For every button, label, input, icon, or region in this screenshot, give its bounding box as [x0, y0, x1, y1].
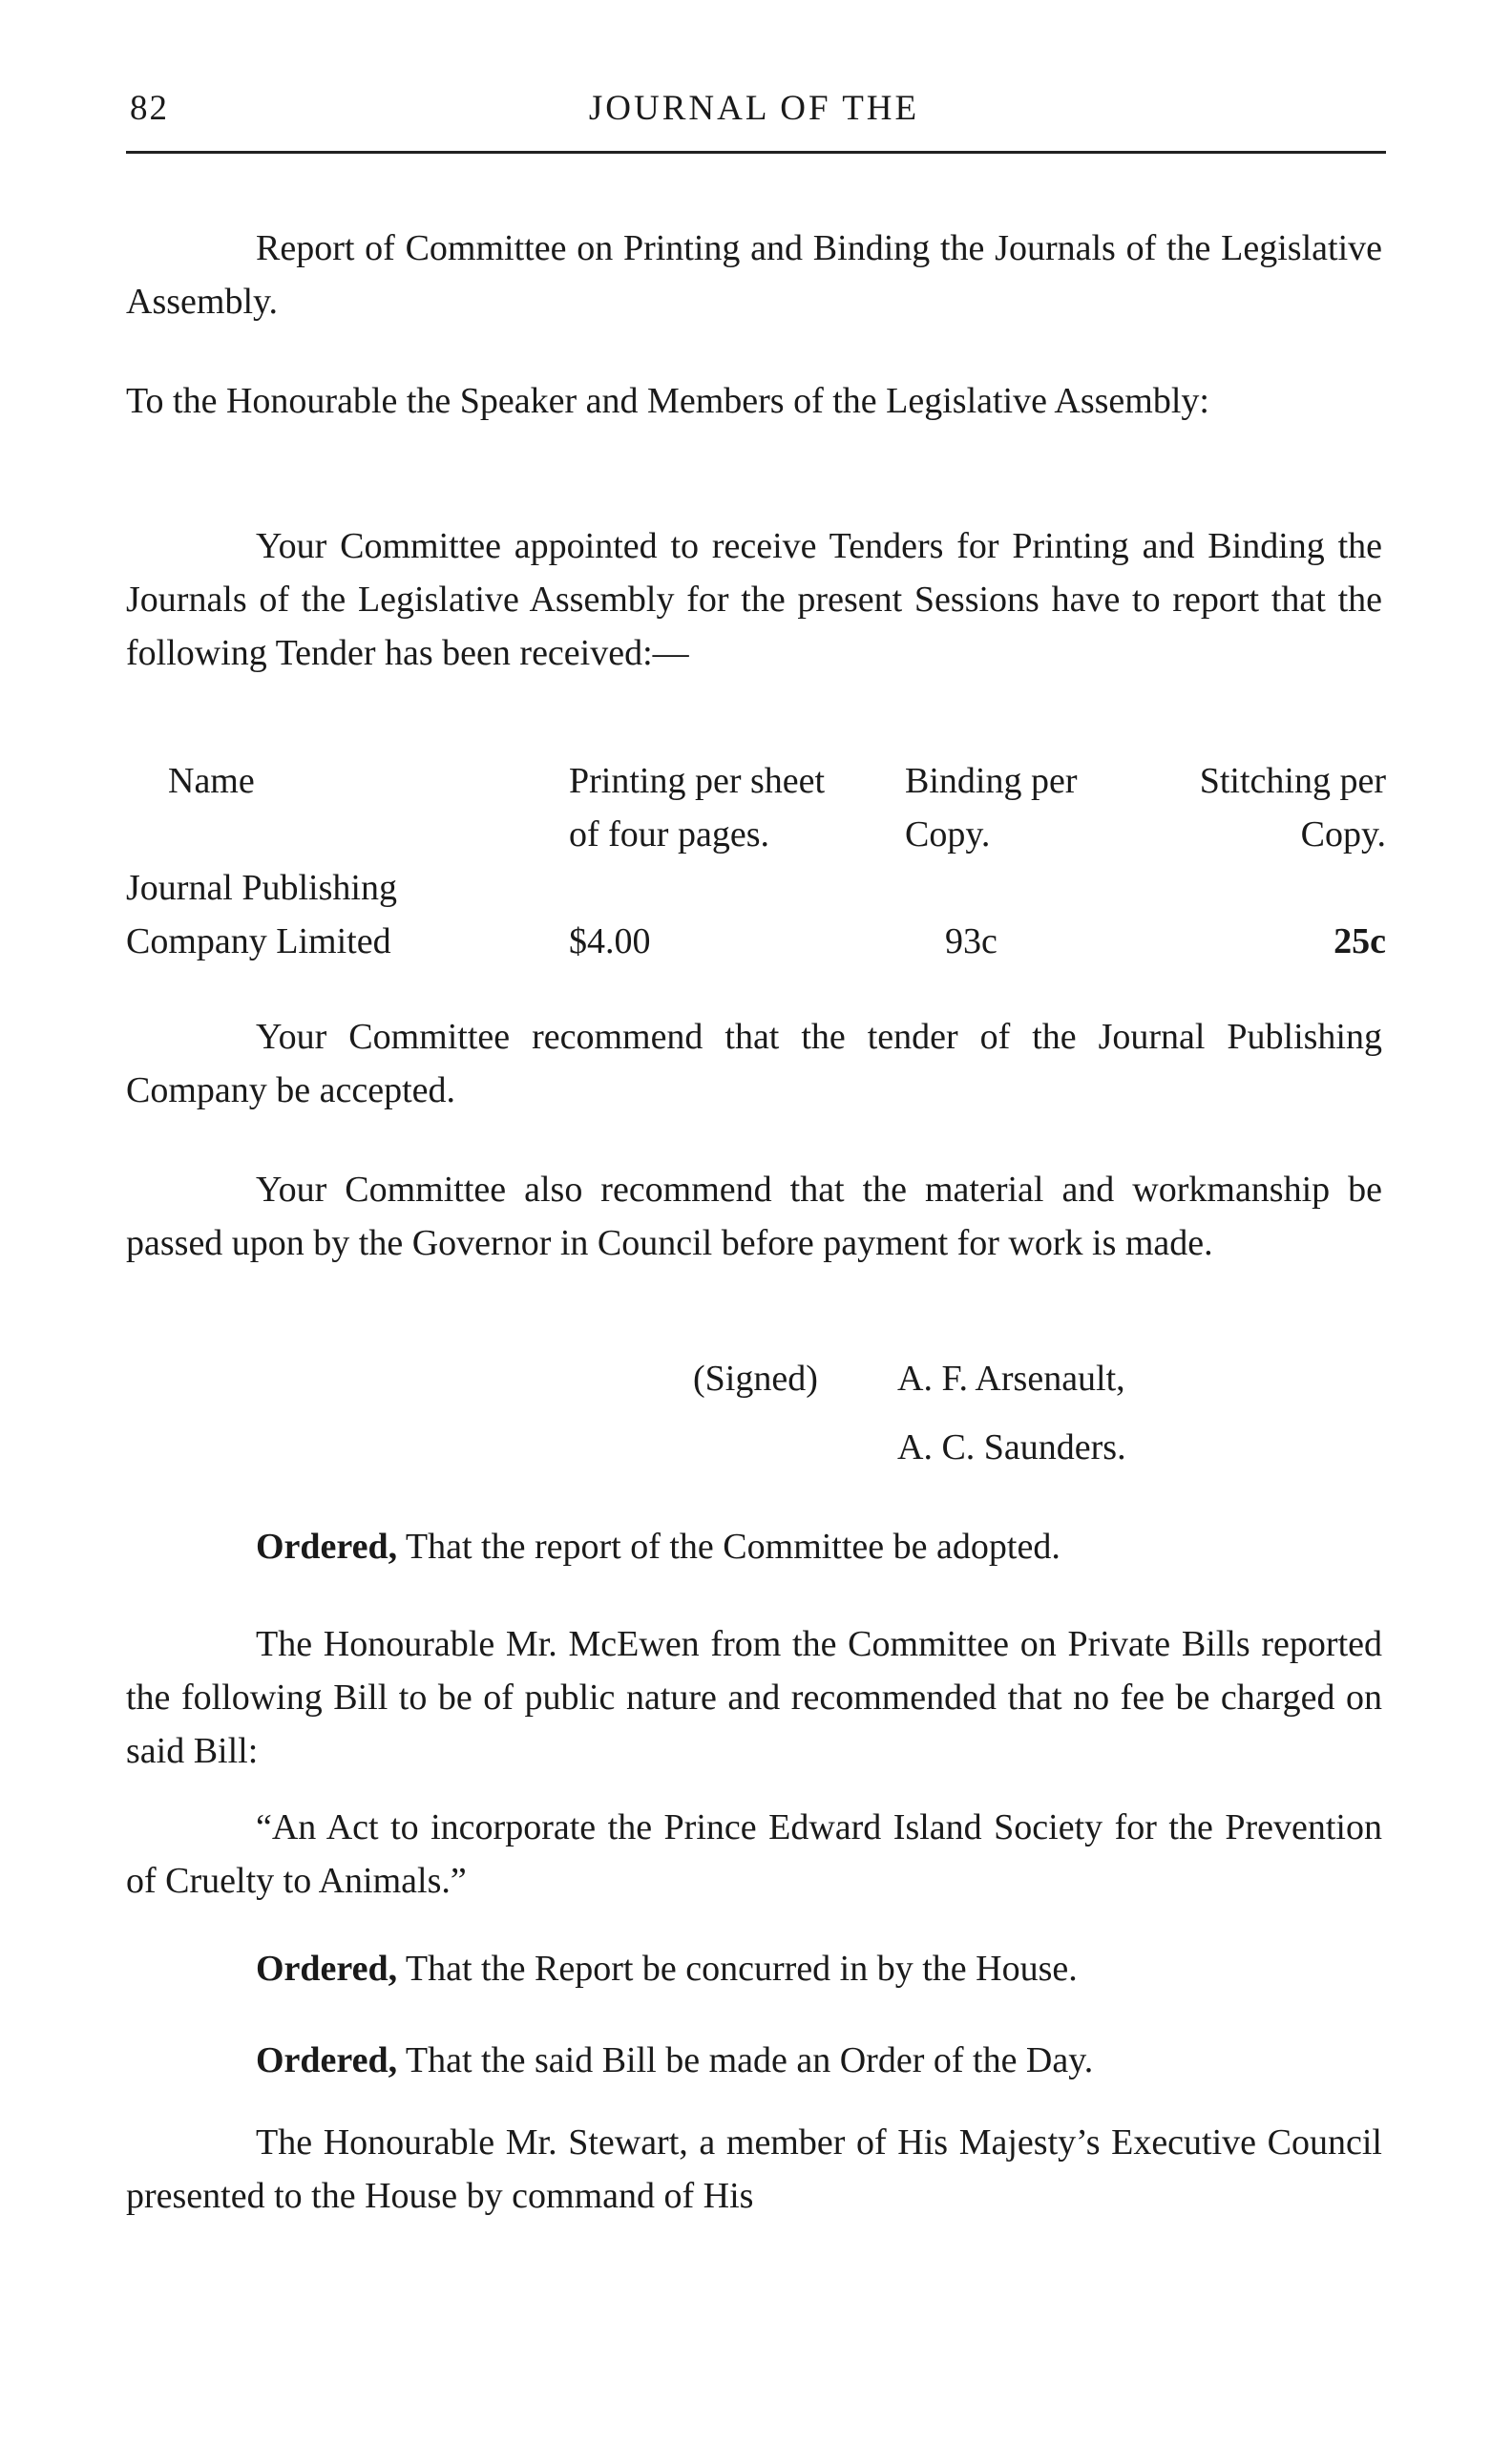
paragraph-tenders: Your Committee appointed to receive Tenders for Printing and Binding the Journals of the Legislative Assembly for the present Sessions have to report that the following Tender has been received:— — [126, 526, 1382, 673]
order-concurred — [126, 1942, 1382, 1995]
page-header — [126, 88, 1382, 136]
column-header-stitching — [1176, 754, 1386, 915]
signed-label: (Signed) — [693, 1359, 818, 1399]
stitching-price: 25c — [1334, 921, 1386, 961]
paragraph-recommend-material: Your Committee also recommend that the material and workmanship be passed upon by the Governor in Council before payment for work is made. — [126, 1170, 1382, 1263]
signatory-2: A. C. Saunders. — [897, 1427, 1126, 1467]
running-title: JOURNAL OF THE — [588, 89, 920, 128]
ordered-label: Ordered, — [256, 1527, 398, 1567]
ordered-label: Ordered, — [256, 1949, 398, 1989]
signatory-1: A. F. Arsenault, — [897, 1359, 1125, 1399]
company-name-line1: Journal Publishing — [126, 868, 397, 908]
printing-header-text: Printing per sheet of four pages. — [569, 761, 826, 855]
column-header-name: Name — [168, 761, 255, 801]
order-text: That the Report be concurred in by the House. — [397, 1949, 1078, 1989]
order-text: That the report of the Committee be adopted. — [397, 1527, 1060, 1567]
page-number: 82 — [130, 89, 169, 128]
column-header-binding — [890, 754, 1176, 915]
table-header-row — [126, 754, 1386, 808]
paragraph-recommend-accept: Your Committee recommend that the tender of the Journal Publishing Company be accepted. — [126, 1017, 1382, 1110]
order-of-the-day — [126, 2034, 1382, 2087]
column-header-printing — [565, 754, 890, 915]
order-text: That the said Bill be made an Order of the Day. — [397, 2040, 1094, 2080]
binding-price: 93c — [945, 921, 998, 961]
order-adopted — [126, 1520, 1382, 1573]
address-line: To the Honourable the Speaker and Members of the Legislative Assembly: — [126, 381, 1209, 421]
tender-table — [126, 754, 1386, 968]
bill-title: “An Act to incorporate the Prince Edward Island Society for the Prevention of Cruelty to Animals.” — [126, 1807, 1382, 1901]
paragraph-private-bills: The Honourable Mr. McEwen from the Committee on Private Bills reported the following Bill to be of public nature and recommended that no fee be charged on said Bill: — [126, 1624, 1382, 1771]
header-rule — [126, 151, 1386, 154]
table-row — [126, 915, 1386, 968]
binding-header-text: Binding per Copy. — [905, 761, 1078, 855]
report-title: Report of Committee on Printing and Binding the Journals of the Legislative Assembly. — [126, 228, 1382, 322]
ordered-label: Ordered, — [256, 2040, 398, 2080]
company-name-line2: Company Limited — [126, 921, 391, 961]
printing-price: $4.00 — [569, 921, 651, 961]
paragraph-stewart: The Honourable Mr. Stewart, a member of His Majesty’s Executive Council presented to the House by command of His — [126, 2122, 1382, 2216]
stitching-header-text: Stitching per Copy. — [1199, 761, 1386, 855]
